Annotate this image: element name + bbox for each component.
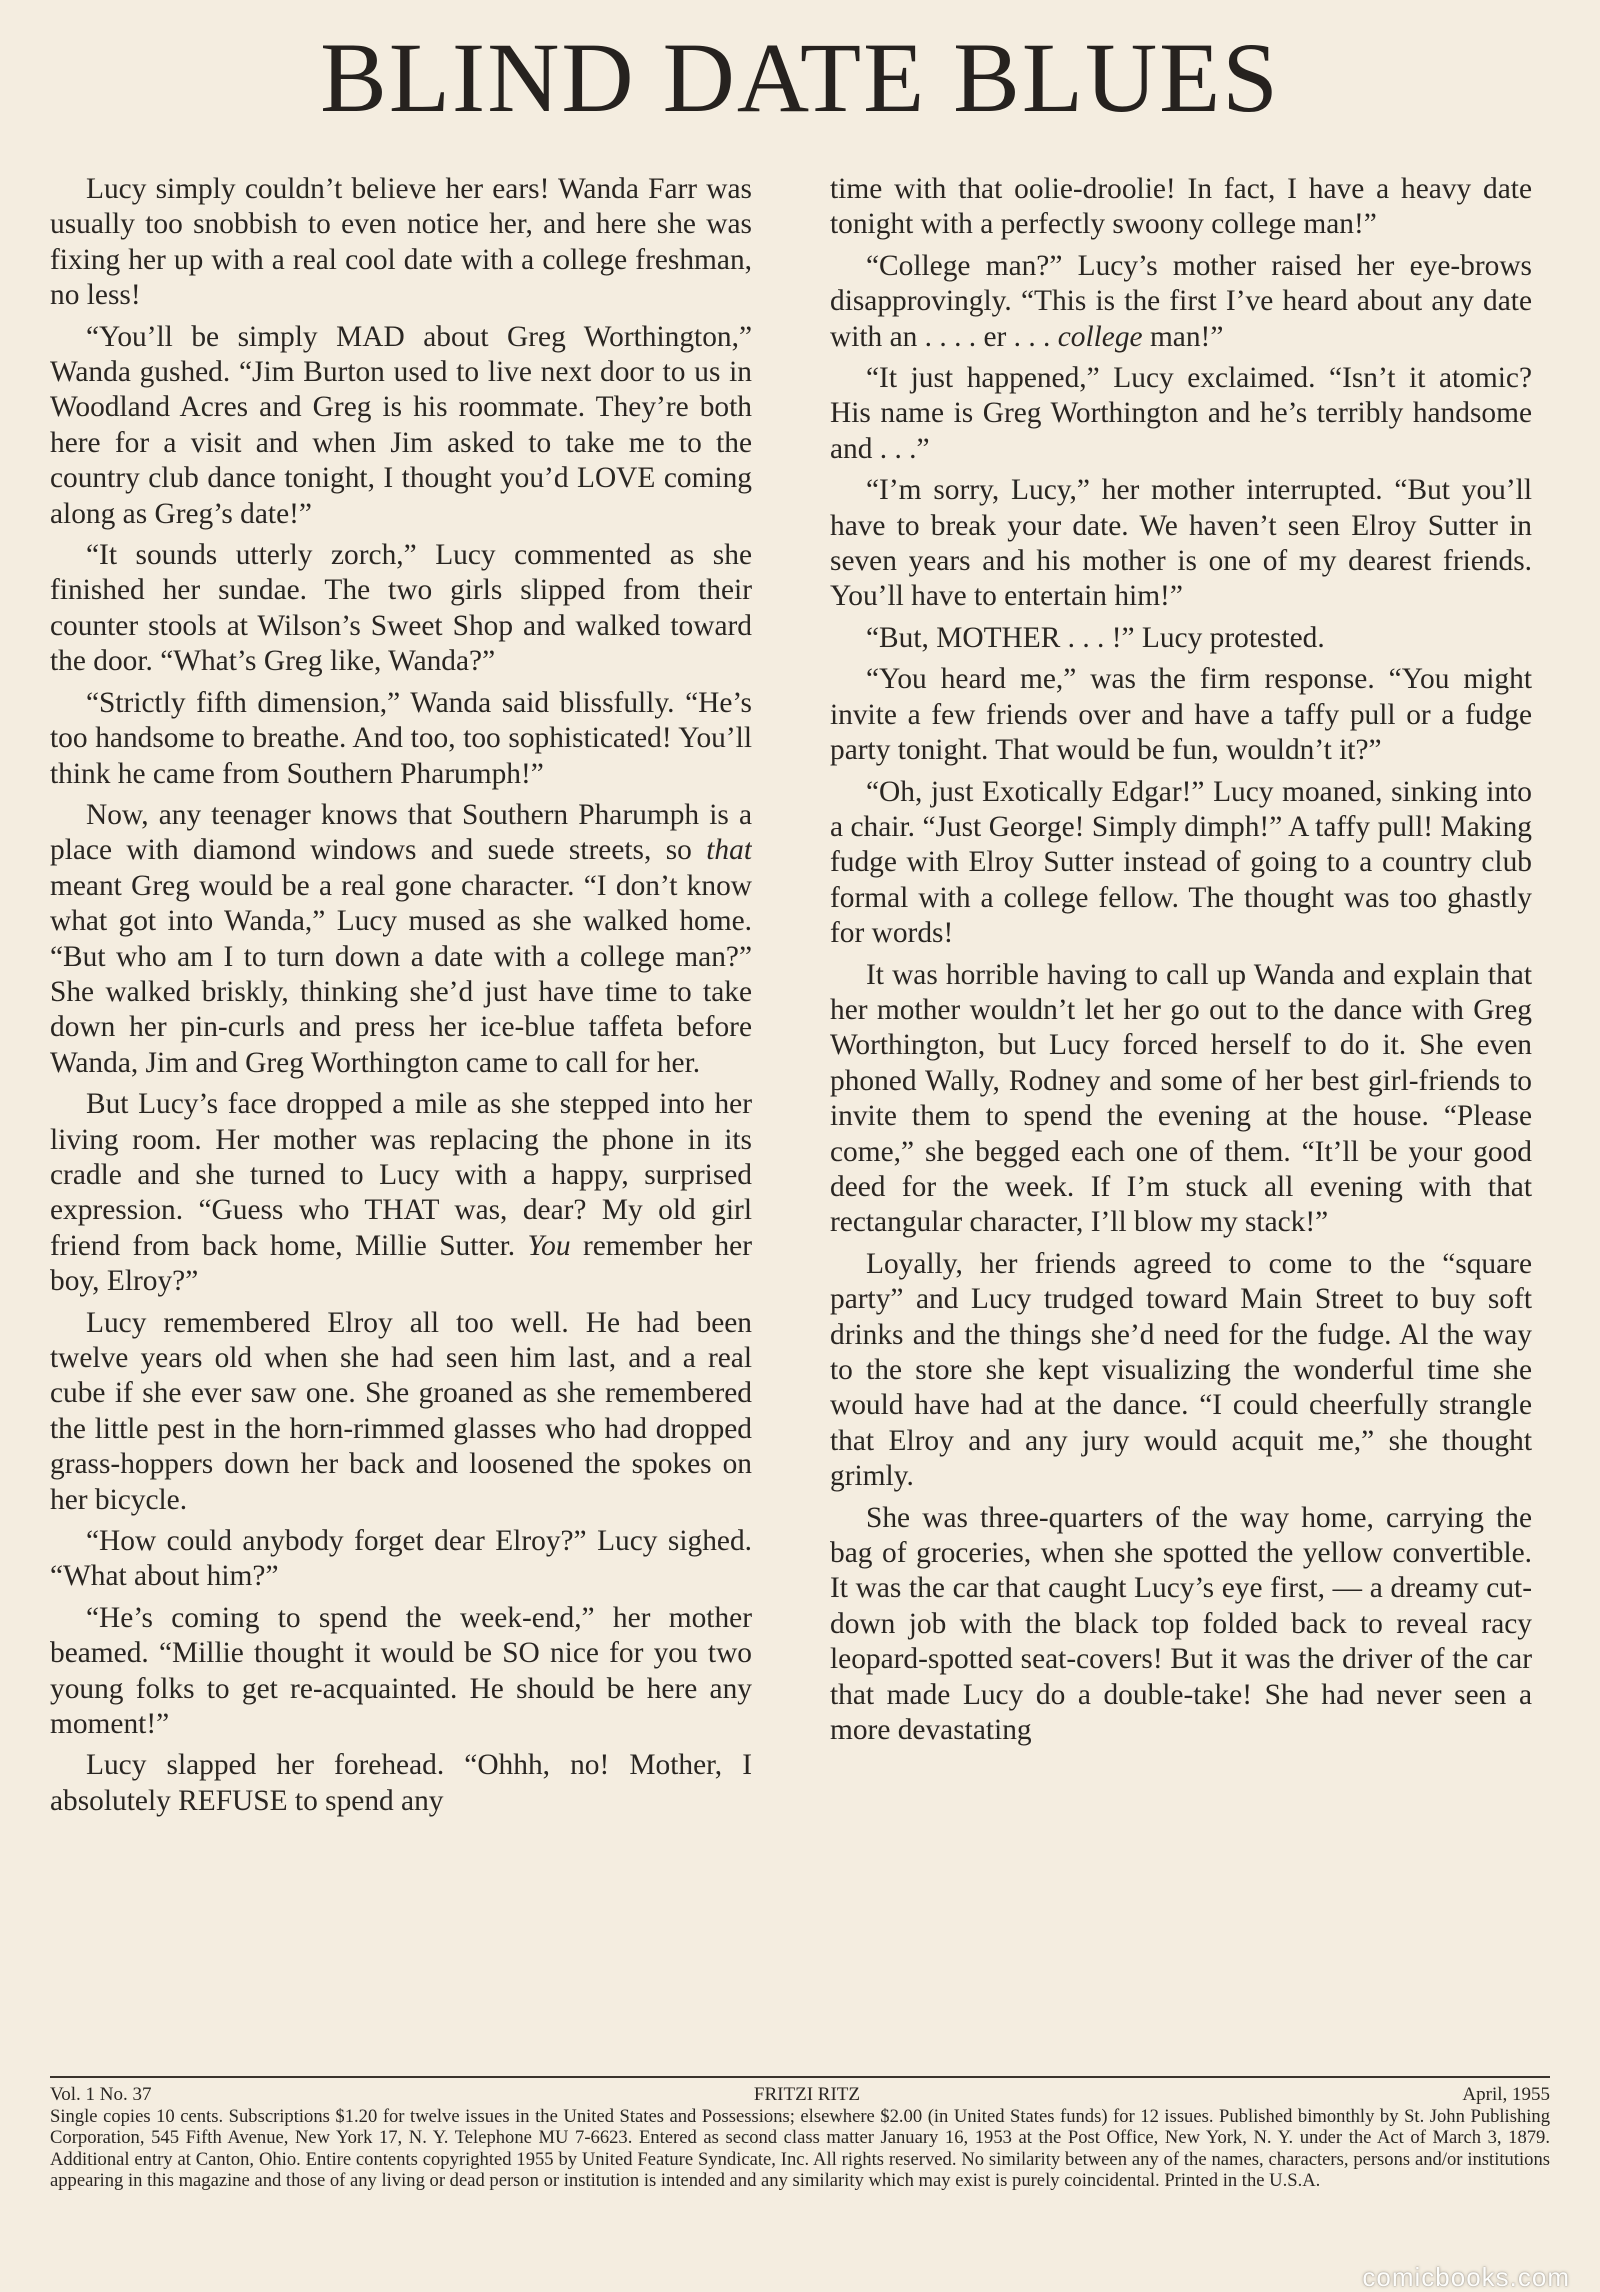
left-column bbox=[50, 172, 752, 2050]
paragraph-text: It was horrible having to call up Wanda and explain that her mother wouldn’t let her go out to the dance with Greg Worthington, but Lucy forced herself to do it. She even phoned Wally, Rodney and some of her best girl-friends to invite them to spend the evening at the house. “Please come,” she begged each one of them. “It’ll be your good deed for the week. If I’m stuck all evening with that rectangular character, I’ll blow my stack!” bbox=[830, 958, 1532, 1239]
paragraph-text: Lucy simply couldn’t believe her ears! Wanda Farr was usually too snobbish to even notice her, and here she was fixing her up with a real cool date with a college freshman, no less! bbox=[50, 173, 752, 312]
story-paragraph bbox=[50, 686, 752, 792]
paragraph-text: Loyally, her friends agreed to come to the “square party” and Lucy trudged toward Main Street to buy soft drinks and the things she’d need for the fudge. Al the way to the store she kept visualizing the wonderful time she would have had at the dance. “I could cheerfully strangle that Elroy and any jury would acquit me,” she thought grimly. bbox=[830, 1247, 1532, 1493]
story-title: BLIND DATE BLUES bbox=[320, 22, 1280, 133]
paragraph-text: man!” bbox=[1142, 320, 1224, 353]
site-watermark: comicbooks.com bbox=[1362, 2262, 1570, 2292]
emphasis-text: You bbox=[527, 1229, 571, 1262]
paragraph-text: “But, MOTHER . . . !” Lucy protested. bbox=[866, 621, 1325, 654]
emphasis-text: college bbox=[1057, 320, 1143, 353]
paragraph-text: Now, any teenager knows that Southern Pharumph is a place with diamond windows and suede streets, so bbox=[50, 798, 752, 867]
paragraph-text: Lucy slapped her forehead. “Ohhh, no! Mother, I absolutely REFUSE to spend any bbox=[50, 1749, 752, 1817]
story-paragraph bbox=[830, 662, 1532, 768]
story-paragraph bbox=[50, 1524, 752, 1595]
story-paragraph bbox=[50, 1748, 752, 1819]
story-paragraph bbox=[50, 1087, 752, 1299]
right-column bbox=[830, 172, 1532, 2050]
emphasis-text: that bbox=[706, 834, 752, 867]
volume-number: Vol. 1 No. 37 bbox=[50, 2084, 152, 2105]
story-paragraph bbox=[830, 249, 1532, 355]
story-paragraph bbox=[50, 538, 752, 680]
paragraph-text: “How could anybody forget dear Elroy?” Lucy sighed. “What about him?” bbox=[50, 1525, 752, 1593]
paragraph-text: “It sounds utterly zorch,” Lucy commented as she finished her sundae. The two girls slipped from their counter stools at Wilson’s Sweet Shop and walked toward the door. “What’s Greg like, Wanda?” bbox=[50, 539, 752, 678]
paragraph-text: “Strictly fifth dimension,” Wanda said blissfully. “He’s too handsome to breathe. And too, too sophisticated! You’ll think he came from Southern Pharumph!” bbox=[50, 686, 752, 790]
paragraph-text: “You heard me,” was the firm response. “You might invite a few friends over and have a taffy pull or a fudge party tonight. That would be fun, wouldn’t it?” bbox=[830, 663, 1532, 767]
story-paragraph bbox=[830, 1501, 1532, 1749]
paragraph-text: “It just happened,” Lucy exclaimed. “Isn’t it atomic? His name is Greg Worthington and he’s terribly handsome and . . .” bbox=[830, 362, 1532, 465]
paragraph-text: But Lucy’s face dropped a mile as she stepped into her living room. Her mother was replacing the phone in its cradle and she turned to Lucy with a happy, surprised expression. “Guess who THAT was, dear? My old girl friend from back home, Millie Sutter. bbox=[50, 1088, 752, 1262]
story-paragraph bbox=[50, 1306, 752, 1518]
footer-masthead bbox=[50, 2084, 1550, 2106]
paragraph-text: “He’s coming to spend the week-end,” her mother beamed. “Millie thought it would be SO nice for you two young folks to get re-acquainted. He should be here any moment!” bbox=[50, 1601, 752, 1741]
story-paragraph bbox=[830, 1247, 1532, 1495]
issue-date: April, 1955 bbox=[1462, 2084, 1550, 2105]
paragraph-text: She was three-quarters of the way home, carrying the bag of groceries, when she spotted the yellow convertible. It was the car that caught Lucy’s eye first, — a dreamy cut-down job with the black top folded back to reveal racy leopard-spotted seat-covers! But it was the driver of the car that made Lucy do a double-take! She had never seen a more devastating bbox=[830, 1501, 1532, 1747]
story-paragraph bbox=[830, 172, 1532, 243]
story-paragraph bbox=[830, 775, 1532, 952]
paragraph-text: “Oh, just Exotically Edgar!” Lucy moaned, sinking into a chair. “Just George! Simply dimph!” A taffy pull! Making fudge with Elroy Sutter instead of going to a country club formal with a college fellow. The thought was too ghastly for words! bbox=[830, 775, 1532, 950]
magazine-name: FRITZI RITZ bbox=[753, 2084, 860, 2105]
paragraph-text: meant Greg would be a real gone character. “I don’t know what got into Wanda,” Lucy mused as she walked home. “But who am I to turn down a date with a college man?” She walked briskly, thinking she’d just have time to take down her pin-curls and press her ice-blue taffeta before Wanda, Jim and Greg Worthington came to call for her. bbox=[50, 869, 752, 1079]
story-paragraph bbox=[50, 1601, 752, 1743]
paragraph-text: “I’m sorry, Lucy,” her mother interrupted. “But you’ll have to break your date. We haven’t seen Elroy Sutter in seven years and his mother is one of my dearest friends. You’ll have to entertain him!” bbox=[830, 474, 1532, 613]
story-paragraph bbox=[830, 958, 1532, 1241]
paragraph-text: time with that oolie-droolie! In fact, I have a heavy date tonight with a perfectly swoony college man!” bbox=[830, 173, 1532, 241]
story-paragraph bbox=[50, 320, 752, 532]
paragraph-text: Lucy remembered Elroy all too well. He had been twelve years old when she had seen him last, and a real cube if she ever saw one. She groaned as she remembered the little pest in the horn-rimmed glasses who had dropped grass-hoppers down her back and loosened the spokes on her bicycle. bbox=[50, 1306, 752, 1516]
paragraph-text: remember her boy, Elroy?” bbox=[50, 1229, 752, 1298]
story-paragraph bbox=[830, 473, 1532, 615]
paragraph-text: “You’ll be simply MAD about Greg Worthington,” Wanda gushed. “Jim Burton used to live next door to us in Woodland Acres and Greg is his roommate. They’re both here for a visit and when Jim asked to take me to the country club dance tonight, I thought you’d LOVE coming along as Greg’s date!” bbox=[50, 320, 752, 530]
paragraph-text: “College man?” Lucy’s mother raised her eye-brows disapprovingly. “This is the first I’ve heard about any date with an . . . . er . . . bbox=[830, 249, 1532, 353]
publication-notice: Single copies 10 cents. Subscriptions $1.20 for twelve issues in the United States and Possessions; elsewhere $2.00 (in United States funds) for 12 issues. Published bimonthly by St. John Publishing Corporation, 545 Fifth Avenue, New York 17, N. Y. Telephone MU 7-6623. Entered as second class matter January 16, 1953 at the Post Office, New York, N. Y. under the Act of March 3, 1879. Additional entry at Canton, Ohio. Entire contents copyrighted 1955 by United Feature Syndicate, Inc. All rights reserved. No similarity between any of the names, characters, persons and/or institutions appearing in this magazine and those of any living or dead person or institution is intended and any similarity which may exist is purely coincidental. Printed in the U.S.A. bbox=[50, 2106, 1550, 2192]
footer-divider bbox=[50, 2076, 1550, 2078]
story-paragraph bbox=[830, 621, 1532, 656]
story-paragraph bbox=[830, 361, 1532, 467]
story-paragraph bbox=[50, 798, 752, 1081]
story-paragraph bbox=[50, 172, 752, 314]
